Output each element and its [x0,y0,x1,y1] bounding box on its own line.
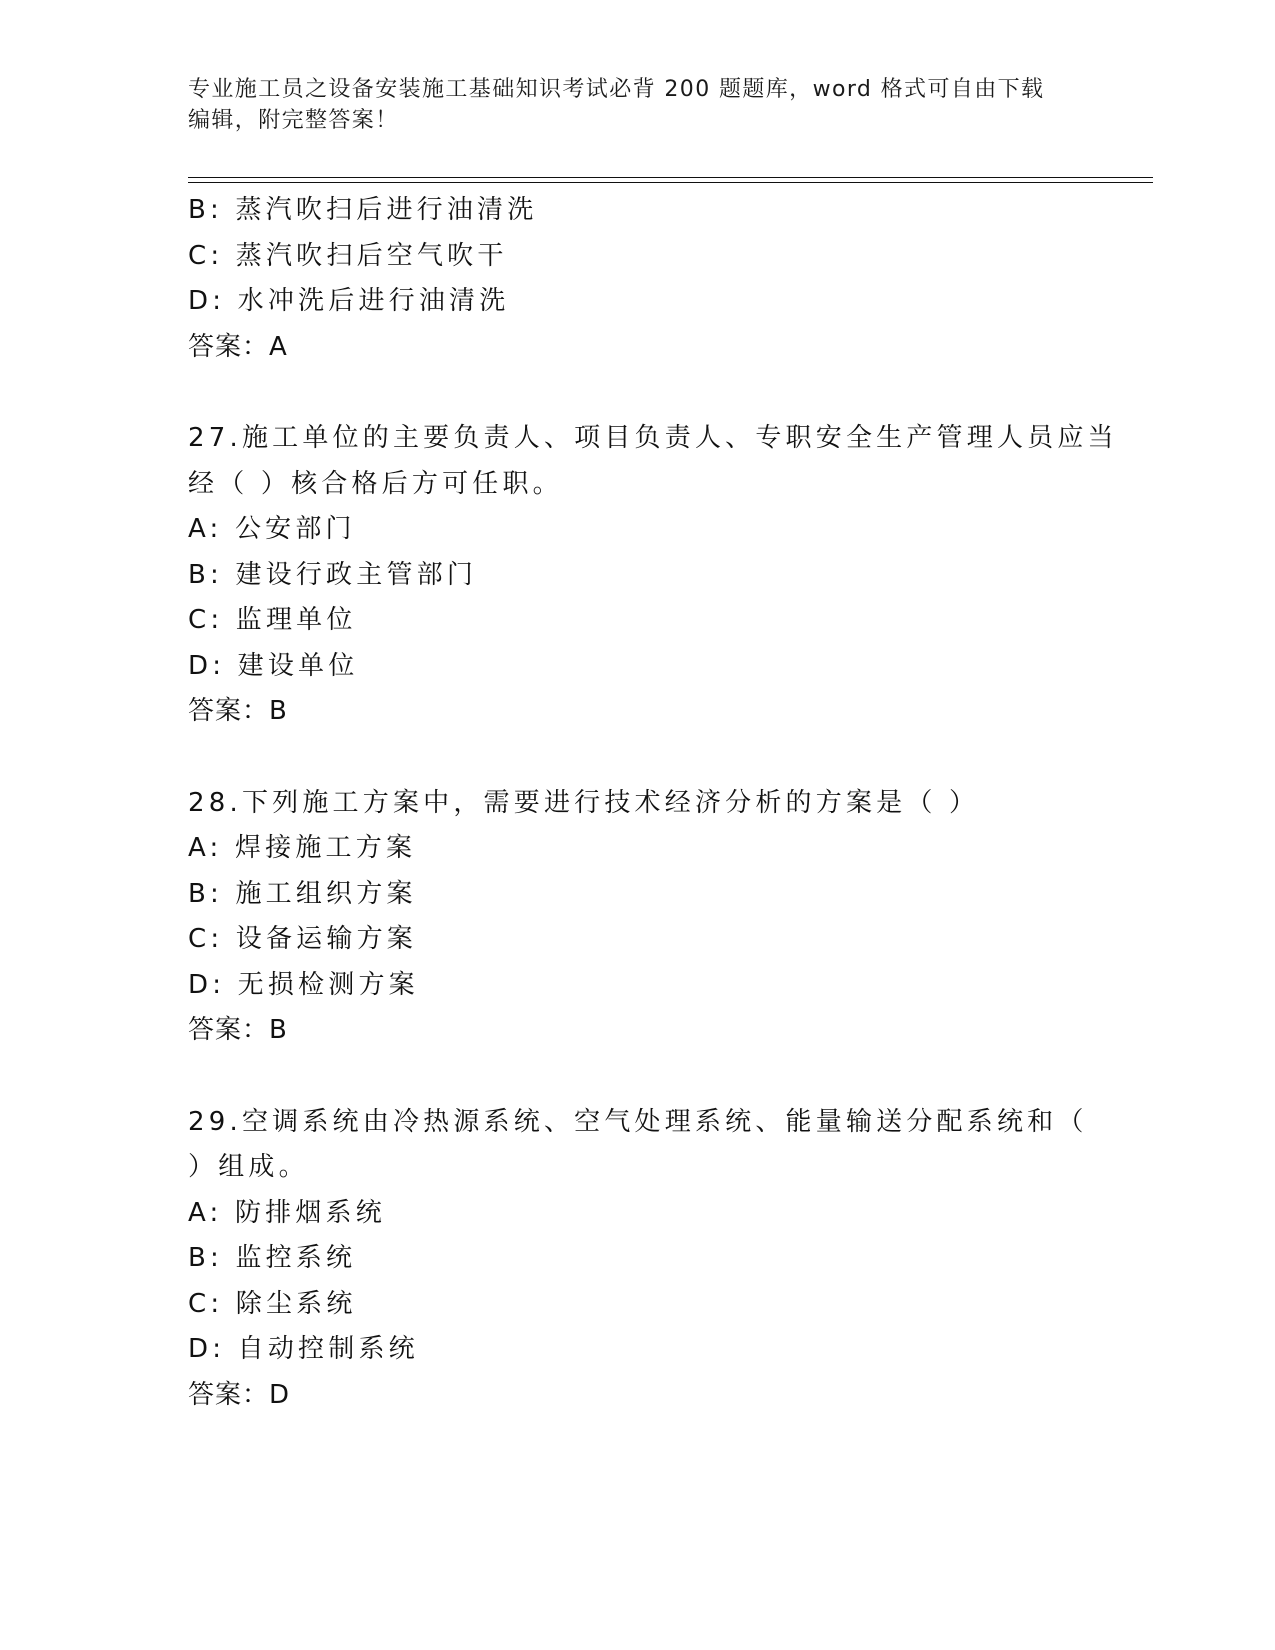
option-c: C: 监理单位 [188,605,357,635]
option-a: A: 公安部门 [188,514,356,544]
question-stem-line-1: 29.空调系统由冷热源系统、空气处理系统、能量输送分配系统和（ [188,1106,1088,1137]
answer: 答案：B [188,696,288,726]
option-d: D: 水冲洗后进行油清洗 [188,286,510,316]
header-title-line-2: 编辑，附完整答案！ [188,108,399,133]
option-c: C: 设备运输方案 [188,924,417,954]
option-d: D: 建设单位 [188,650,359,681]
option-c: C: 蒸汽吹扫后空气吹干 [188,240,508,271]
question-stem-line-1: 28.下列施工方案中，需要进行技术经济分析的方案是（ ） [188,787,980,818]
question-27 [188,416,1118,735]
question-stem-line-1: 27.施工单位的主要负责人、项目负责人、专职安全生产管理人员应当 [188,423,1118,453]
header-divider-top [188,177,1153,178]
option-b: B: 蒸汽吹扫后进行油清洗 [188,195,538,225]
answer: 答案：A [188,331,288,362]
question-29 [188,1100,1088,1419]
previous-question-options [188,188,1088,370]
header-divider-bottom [188,182,1153,183]
option-d: D: 自动控制系统 [188,1334,419,1364]
option-a: A: 防排烟系统 [188,1197,386,1228]
question-28 [188,781,1088,1054]
option-c: C: 除尘系统 [188,1288,357,1319]
option-b: B: 施工组织方案 [188,878,417,909]
question-stem-line-2: 经（ ）核合格后方可任职。 [188,468,563,499]
option-d: D: 无损检测方案 [188,969,419,1000]
question-list [188,188,1118,1418]
answer: 答案：D [188,1379,291,1410]
page-header [188,74,1088,136]
header-title-line-1: 专业施工员之设备安装施工基础知识考试必背 200 题题库，word 格式可自由下载 [188,77,1045,102]
option-b: B: 监控系统 [188,1243,357,1273]
option-a: A: 焊接施工方案 [188,833,417,863]
option-b: B: 建设行政主管部门 [188,559,478,590]
question-stem-line-2: ）组成。 [188,1152,309,1182]
answer: 答案：B [188,1015,288,1045]
